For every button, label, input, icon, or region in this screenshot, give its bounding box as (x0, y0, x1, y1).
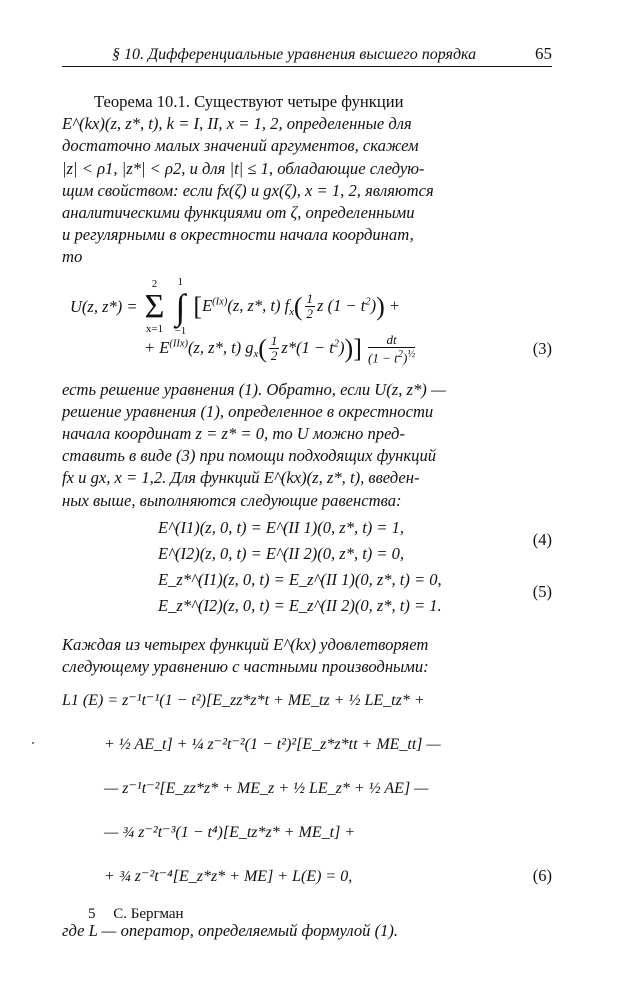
author-name: С. Бергман (113, 906, 184, 922)
signature-number: 5 (88, 906, 96, 922)
equation-6-line-5: + ¾ z⁻²t⁻⁴[E_z*z* + ME] + L(E) = 0, (104, 868, 353, 886)
theorem-line: щим свойством: если fx(ζ) и gx(ζ), x = 1, 2, являются (62, 180, 434, 200)
theorem-line: |z| < ρ1, |z*| < ρ2, и для |t| ≤ 1, обладающие следую- (62, 158, 425, 178)
equation-3-line-1: U(z, z*) = 2 Σ x=1 1 ∫ −1 [$E^{(Ix)}(z$, z*, t) $f_x$( $\frac{1}{2}$ z $(1 - t^2)$) + (70, 275, 400, 337)
equation-number-3: (3) (532, 338, 552, 358)
converse-line: есть решение уравнения (1). Обратно, если U(z, z*) — (62, 379, 446, 399)
page-number: 65 (535, 44, 552, 63)
closing-sentence: где L — оператор, определяемый формулой (1). (62, 921, 399, 941)
theorem-line: достаточно малых значений аргументов, скажем (62, 136, 419, 156)
pde-line: Каждая из четырех функций E^(kx) удовлетворяет (62, 634, 429, 654)
equation-5 (62, 570, 552, 622)
equation-3 (62, 277, 552, 373)
integral-operator: 1 ∫ −1 (174, 275, 187, 337)
equation-number-5: (5) (532, 581, 552, 601)
running-header (62, 40, 552, 67)
pde-line: следующему уравнению с частными производными: (62, 657, 429, 677)
converse-line: ставить в виде (3) при помощи подходящих функций (62, 446, 437, 466)
equation-6 (62, 690, 552, 904)
section-title: § 10. Дифференциальные уравнения высшего порядка (112, 46, 477, 63)
equation-6-line-2: + ½ AE_t] + ¼ z⁻²t⁻²(1 − t²)²[E_z*z*tt + ME_tt] — (104, 736, 441, 754)
sum-operator: 2 Σ x=1 (144, 277, 165, 335)
equation-6-line-1: L1 (E) = z⁻¹t⁻¹(1 − t²)[E_zz*z*t + ME_tz + ½ LE_tz* + (62, 692, 425, 710)
pde-paragraph (62, 634, 552, 678)
theorem-line: и регулярными в окрестности начала координат, (62, 225, 414, 245)
converse-paragraph (62, 379, 552, 512)
theorem-paragraph (62, 91, 552, 269)
converse-line: решение уравнения (1), определенное в окрестности (62, 401, 434, 421)
signature-footer (88, 906, 184, 923)
equation-5-line-1: E_z*^(I1)(z, 0, t) = E_z^(II 1)(0, z*, t) = 0, (158, 569, 442, 589)
equation-number-6: (6) (532, 866, 552, 886)
converse-line: ных выше, выполняются следующие равенства: (62, 490, 402, 510)
equation-6-line-4: — ¾ z⁻²t⁻³(1 − t⁴)[E_tz*z* + ME_t] + (104, 824, 356, 842)
converse-line: fx и gx, x = 1,2. Для функций E^(kx)(z, z*, t), введен- (62, 468, 420, 488)
equation-5-line-2: E_z*^(I2)(z, 0, t) = E_z^(II 2)(0, z*, t) = 1. (158, 595, 442, 615)
equation-number-4: (4) (532, 529, 552, 549)
theorem-line: E^(kx)(z, z*, t), k = I, II, x = 1, 2, определенные для (62, 114, 412, 134)
book-page (62, 40, 552, 942)
equation-6-line-3: — z⁻¹t⁻²[E_zz*z* + ME_z + ½ LE_z* + ½ AE] — (104, 780, 429, 798)
print-speck (32, 742, 34, 744)
converse-line: начала координат z = z* = 0, то U можно пред- (62, 424, 405, 444)
theorem-line: то (62, 247, 83, 267)
equation-4-line-2: E^(I2)(z, 0, t) = E^(II 2)(0, z*, t) = 0, (158, 543, 405, 563)
equation-4-line-1: E^(I1)(z, 0, t) = E^(II 1)(0, z*, t) = 1, (158, 517, 405, 537)
equation-3-line-2: + $E^{(IIx)}(z$, z*, t) $g_x$( $\frac{1}{2}$ $z*(1 - t^2)$)] $\frac{dt}{(1 - t^2)^{\frac{1}{2}}}$ (144, 331, 416, 365)
theorem-line: Теорема 10.1. Существуют четыре функции (94, 92, 404, 111)
theorem-line: аналитическими функциями от ζ, определенными (62, 203, 415, 223)
equation-4 (62, 518, 552, 568)
